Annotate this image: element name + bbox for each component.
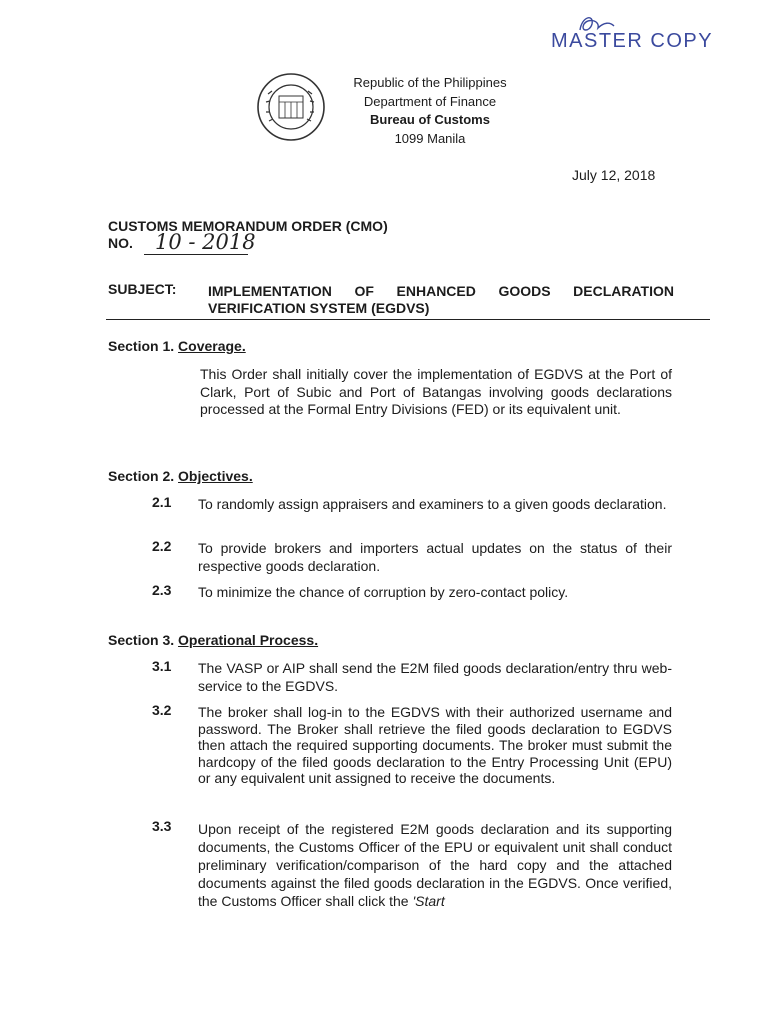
- item-2-1-number: 2.1: [152, 494, 172, 510]
- section-3-heading: [108, 632, 318, 648]
- section-2-heading: [108, 468, 253, 484]
- bureau-of-customs-seal: [256, 72, 326, 142]
- item-2-1-text: To randomly assign appraisers and examiners to a given goods declaration.: [198, 496, 667, 512]
- item-3-1-number: 3.1: [152, 658, 172, 674]
- item-2-2-text: To provide brokers and importers actual updates on the status of their respective goods declaration.: [198, 540, 672, 574]
- item-3-2-text: The broker shall log-in to the EGDVS with their authorized username and password. The Broker shall retrieve the filed goods declaration to EGDVS then attach the required supporting documents. The broker must submit the hardcopy of the filed goods declaration to the Entry Processing Unit (EPU) or any equivalent unit assigned to receive the documents.: [198, 704, 672, 786]
- letterhead-department: Department of Finance: [363, 93, 497, 109]
- subject-label: SUBJECT:: [108, 281, 177, 297]
- letterhead-city: 1099 Manila: [394, 130, 466, 146]
- item-3-2-number: 3.2: [152, 702, 172, 718]
- letterhead: [330, 74, 530, 148]
- cmo-number-handwritten: 10 - 2018: [155, 230, 256, 254]
- item-3-3-number: 3.3: [152, 818, 172, 834]
- section-1-title: Coverage.: [178, 338, 246, 354]
- subject-text: IMPLEMENTATION OF ENHANCED GOODS DECLARATION VERIFICATION SYSTEM (EGDVS): [208, 283, 674, 316]
- section-1-heading: [108, 338, 246, 354]
- cmo-number-label: NO.: [108, 235, 133, 251]
- section-2-title: Objectives.: [178, 468, 253, 484]
- cmo-title: CUSTOMS MEMORANDUM ORDER (CMO): [108, 218, 388, 234]
- master-copy-stamp: MASTER COPY: [551, 30, 714, 52]
- item-2-2-number: 2.2: [152, 538, 172, 554]
- document-date: July 12, 2018: [572, 167, 656, 183]
- subject-divider: [106, 319, 710, 320]
- item-3-3-body: Upon receipt of the registered E2M goods declaration and its supporting documents, the Customs Officer of the EPU or equivalent unit shall conduct preliminary verification/comparison of the hard copy and the attached documents against the filed goods declaration in the EGDVS. Once verified, the Customs Officer shall click the: [198, 821, 672, 909]
- section-1-label: Section 1.: [108, 338, 175, 354]
- item-3-1-text: The VASP or AIP shall send the E2M filed goods declaration/entry thru web-service to the EGDVS.: [198, 660, 672, 694]
- section-2-label: Section 2.: [108, 468, 175, 484]
- letterhead-bureau: Bureau of Customs: [370, 112, 490, 127]
- section-3-label: Section 3.: [108, 632, 175, 648]
- section-3-title: Operational Process.: [178, 632, 319, 648]
- section-1-text: This Order shall initially cover the implementation of EGDVS at the Port of Clark, Port of Subic and Port of Batangas involving goods declarations processed at the Formal Entry Divisions (FED) or its equivalent unit.: [200, 366, 672, 417]
- item-3-3-italic-tail: 'Start: [412, 893, 445, 909]
- item-2-3-number: 2.3: [152, 582, 172, 598]
- letterhead-republic: Republic of the Philippines: [353, 75, 507, 90]
- item-2-3-text: To minimize the chance of corruption by zero-contact policy.: [198, 584, 569, 600]
- item-3-3-text: [198, 820, 672, 910]
- cmo-number-underline: [144, 254, 248, 255]
